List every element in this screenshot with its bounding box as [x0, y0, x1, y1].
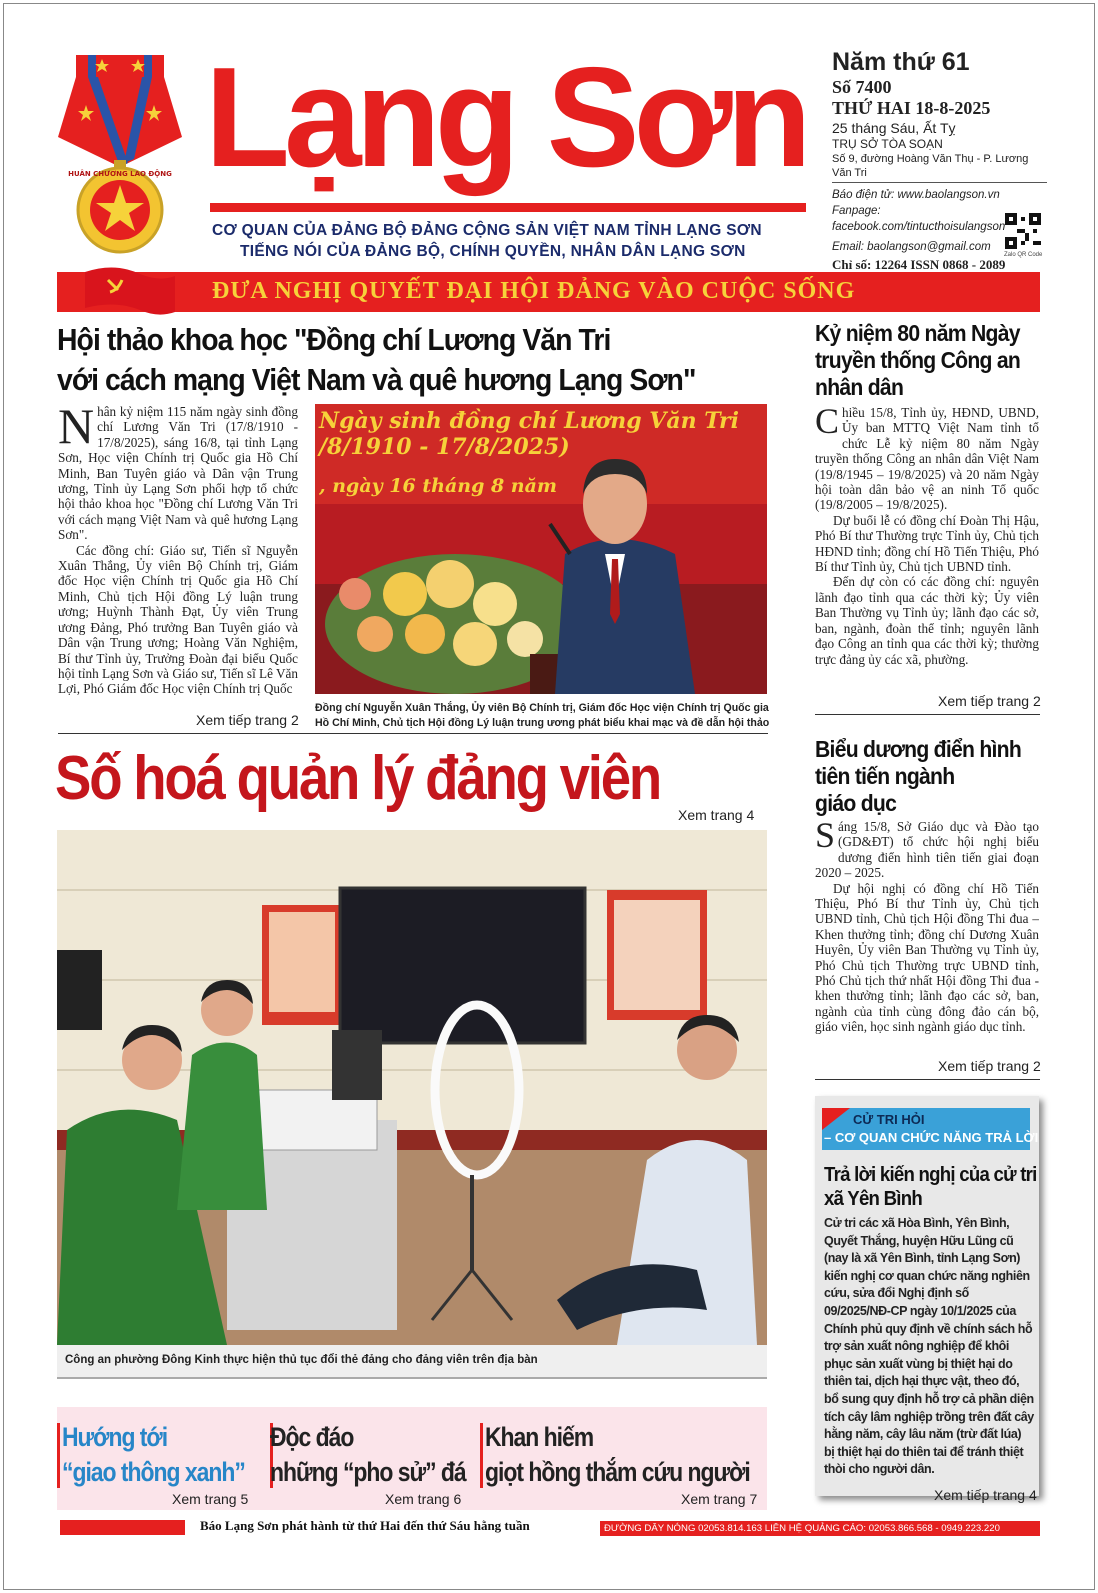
- divider: [815, 714, 1040, 715]
- teaser-accent-bar: [480, 1423, 483, 1488]
- photo-banner-line-1: Ngày sinh đồng chí Lương Văn Tri: [319, 408, 739, 434]
- fanpage: Fanpage: facebook.com/tintucthoisulangson: [832, 205, 1006, 233]
- office-address: Số 9, đường Hoàng Văn Thụ - P. Lương Văn Tri: [832, 152, 1047, 183]
- feature-photo-caption: Công an phường Đông Kinh thực hiện thủ tục đổi thẻ đảng cho đảng viên trên địa bàn: [57, 1345, 767, 1379]
- divider: [58, 733, 768, 734]
- teaser-3-line-1: Khan hiếm: [485, 1422, 594, 1452]
- divider: [815, 1079, 1040, 1080]
- issue-year: Năm thứ 61: [832, 48, 970, 76]
- lead-photo-caption: Đồng chí Nguyễn Xuân Thắng, Ủy viên Bộ Chính trị, Giám đốc Học viện Chính trị Quốc gia Hồ Chí Minh, Chủ tịch Hội đồng Lý luận trung ương phát biểu khai mạc và đề dẫn hội thảo: [315, 702, 770, 729]
- teaser-3-see-more[interactable]: Xem trang 7: [681, 1491, 758, 1507]
- agency-line-2: TIẾNG NÓI CỦA ĐẢNG BỘ, CHÍNH QUYỀN, NHÂN DÂN LẠNG SƠN: [240, 243, 746, 260]
- r1-title-line-1: Kỷ niệm 80 năm Ngày: [815, 320, 1020, 346]
- photo-banner-line-2: /8/1910 - 17/8/2025): [319, 434, 570, 460]
- r2-title-line-1: Biểu dương điển hình: [815, 736, 1022, 762]
- issue-number: Số 7400: [832, 77, 892, 97]
- newspaper-title: Lạng Sơn: [205, 38, 806, 197]
- lead-para-2: Các đồng chí: Giáo sư, Tiến sĩ Nguyễn Xuân Thắng, Ủy viên Bộ Chính trị, Giám đốc Học viện Chính trị Quốc gia Hồ Chí Minh, Chủ tịch Hội đồng Lý luận trung ương; Huỳnh Thành Đạt, Ủy viên Trung ương Đảng, Phó trưởng Ban Tuyên giáo và Dân vận Trung ương; Hoàng Văn Nghiệm, Bí thư Tỉnh ủy, Trưởng Đoàn đại biểu Quốc hội tỉnh Lạng Sơn và Giáo sư, Tiến sĩ Lê Văn Lợi, Phó Giám đốc Học viện Chính trị Quốc: [58, 542, 298, 697]
- lead-title-line-1: Hội thảo khoa học "Đồng chí Lương Văn Tri: [57, 323, 611, 357]
- r1-para-2: Dự buổi lễ có đồng chí Đoàn Thị Hậu, Phó Bí thư Thường trực Tỉnh ủy, Chủ tịch HĐND tỉnh; đồng chí Hồ Tiến Thiệu, Phó Bí thư Tỉnh ủy, Chủ tịch UBND tỉnh.: [815, 512, 1039, 575]
- issue-date: THỨ HAI 18-8-2025: [832, 98, 991, 118]
- voter-title-line-1: Trả lời kiến nghị của cử tri: [824, 1164, 1037, 1186]
- voter-tag-line-1: CỬ TRI HỎI: [853, 1112, 925, 1127]
- teaser-2-line-2: những “pho sử” đá: [270, 1457, 466, 1487]
- office-label: TRỤ SỞ TÒA SOẠN: [832, 137, 943, 151]
- lead-para-1: hân kỷ niệm 115 năm ngày sinh đồng chí Lương Văn Tri (17/8/1910 - 17/8/2025), sáng 16/8, tại tỉnh Lạng Sơn, Học viện Chính trị Quốc gia Hồ Chí Minh, Ban Tuyên giáo và Dân vận Trung ương, Tỉnh ủy Lạng Sơn phối hợp tổ chức hội thảo khoa học "Đồng chí Lương Văn Tri với cách mạng Việt Nam và quê hương Lạng Sơn".: [58, 404, 298, 543]
- party-card-photo: [57, 830, 767, 1345]
- tag-corner: [822, 1108, 850, 1130]
- r2-title-line-3: giáo dục: [815, 790, 897, 816]
- voter-title-line-2: xã Yên Bình: [824, 1188, 922, 1210]
- conference-speaker-photo: [315, 404, 767, 694]
- lead-article-title[interactable]: [57, 320, 745, 400]
- r2-title-line-2: tiên tiến ngành: [815, 763, 955, 789]
- feature-headline[interactable]: Số hoá quản lý đảng viên: [55, 744, 661, 813]
- r1-title-line-3: nhân dân: [815, 374, 904, 400]
- teaser-1-line-1: Hướng tới: [62, 1422, 168, 1452]
- email: Email: baolangson@gmail.com: [832, 241, 991, 253]
- footer-hotline: ĐƯỜNG DÂY NÓNG 02053.814.163 LIÊN HỆ QUẢNG CÁO: 02053.866.568 - 0949.223.220: [600, 1521, 1040, 1536]
- labor-medal-emblem: [58, 55, 182, 260]
- issn: Chỉ số: 12264 ISSN 0868 - 2089: [832, 257, 1006, 272]
- r1-title-line-2: truyền thống Công an: [815, 347, 1021, 373]
- photo-banner-line-3: , ngày 16 tháng 8 năm: [319, 475, 558, 497]
- lunar-date: 25 tháng Sáu, Ất Tỵ: [832, 120, 956, 136]
- lead-title-line-2: với cách mạng Việt Nam và quê hương Lạng Sơn": [57, 363, 696, 397]
- lead-article-body: [58, 404, 298, 704]
- voter-tag-line-2: – CƠ QUAN CHỨC NĂNG TRẢ LỜI: [824, 1130, 1039, 1145]
- education-award-title[interactable]: [815, 736, 1027, 817]
- teaser-green-transport[interactable]: [62, 1420, 245, 1490]
- agency-line-1: CƠ QUAN CỦA ĐẢNG BỘ ĐẢNG CỘNG SẢN VIỆT NAM TỈNH LẠNG SƠN: [212, 222, 762, 239]
- police-anniversary-body: [815, 405, 1039, 695]
- website: Báo điện tử: www.baolangson.vn: [832, 189, 1000, 201]
- drop-cap: N: [58, 404, 95, 454]
- police-anniversary-title[interactable]: [815, 320, 1027, 401]
- feature-see-more[interactable]: Xem trang 4: [678, 807, 755, 823]
- r2-see-more[interactable]: Xem tiếp trang 2: [938, 1058, 1041, 1074]
- teaser-accent-bar: [57, 1423, 60, 1488]
- party-flag-icon: [80, 262, 180, 317]
- voter-see-more[interactable]: Xem tiếp trang 4: [934, 1487, 1037, 1503]
- drop-cap: S: [815, 819, 836, 855]
- education-award-body: [815, 819, 1039, 1059]
- r1-para-3: Đến dự còn có các đồng chí: nguyên lãnh đạo tỉnh qua các thời kỳ; Ủy viên Ban Thường vụ Tỉnh ủy; lãnh đạo các sở, ban, ngành, đoàn thể tỉnh; nguyên lãnh đạo Công an tỉnh qua các thời kỳ; thường trực đảng ủy các xã, phường.: [815, 574, 1039, 667]
- teaser-1-see-more[interactable]: Xem trang 5: [172, 1491, 249, 1507]
- footer-red-bar: [60, 1520, 185, 1535]
- qr-code-icon: [1005, 213, 1041, 249]
- teaser-2-see-more[interactable]: Xem trang 6: [385, 1491, 462, 1507]
- qr-label: Zalo QR Code: [1004, 252, 1043, 258]
- r2-para-2: Dự hội nghị có đồng chí Hồ Tiến Thiệu, Phó Bí thư Tỉnh ủy, Chủ tịch UBND tỉnh, Chủ tịch Hội đồng Thi đua – Khen thưởng tỉnh; đồng chí Dương Xuân Huyên, Ủy viên Ban Thường vụ Tỉnh ủy, Phó Chủ tịch Thường trực UBND tỉnh, Phó Chủ tịch thứ nhất Hội đồng Thi đua - khen thưởng tỉnh; lãnh đạo các sở, ban, ngành của tỉnh cùng đông đảo cán bộ, giáo viên, học sinh ngành giáo dục tỉnh.: [815, 880, 1039, 1035]
- teaser-2-line-1: Độc đáo: [270, 1422, 354, 1452]
- slogan-text: ĐƯA NGHỊ QUYẾT ĐẠI HỘI ĐẢNG VÀO CUỘC SỐNG: [212, 278, 856, 304]
- teaser-1-line-2: “giao thông xanh”: [62, 1457, 245, 1487]
- title-underline: [210, 203, 806, 212]
- teaser-3-line-2: giọt hồng thắm cứu người: [485, 1457, 750, 1487]
- footer-schedule: Báo Lạng Sơn phát hành từ thứ Hai đến thứ Sáu hằng tuần: [200, 1518, 530, 1533]
- voter-article-body: Cử tri các xã Hòa Bình, Yên Bình, Quyết Thắng, huyện Hữu Lũng cũ (nay là xã Yên Bình, tỉnh Lạng Sơn) kiến nghị cơ quan chức năng nghiên cứu, sửa đổi Nghị định số 09/2025/NĐ-CP ngày 10/1/2025 của Chính phủ quy định về chính sách hỗ trợ sản xuất nông nghiệp để khôi phục sản xuất vùng bị thiệt hại do thiên tai, dịch hại thực vật, theo đó, bổ sung quy định hỗ trợ cả phần diện tích cây lâm nghiệp trồng trên đất cây hằng năm, cây lâu năm (trừ đất lúa) bị thiệt hại do thiên tai để tránh thiệt thòi cho người dân.: [824, 1216, 1034, 1477]
- r2-para-1: áng 15/8, Sở Giáo dục và Đào tạo (GD&ĐT) tổ chức hội nghị biểu dương điển hình tiên tiến giai đoạn 2020 – 2025.: [815, 819, 1039, 881]
- r1-para-1: hiều 15/8, Tỉnh ủy, HĐND, UBND, Ủy ban MTTQ Việt Nam tỉnh tổ chức Lễ kỷ niệm 80 năm Ngày truyền thống Công an nhân dân Việt Nam (19/8/1945 – 19/8/2025) và 20 năm Ngày hội toàn dân bảo vệ an ninh Tổ quốc (19/8/2005 – 19/8/2025).: [815, 405, 1039, 513]
- teaser-blood-donation[interactable]: [485, 1420, 750, 1490]
- voter-article-title[interactable]: [824, 1163, 1037, 1211]
- drop-cap: C: [815, 405, 840, 441]
- medal-text: HUÂN CHƯƠNG LAO ĐỘNG: [68, 170, 172, 178]
- r1-see-more[interactable]: Xem tiếp trang 2: [938, 693, 1041, 709]
- teaser-stone-history[interactable]: [270, 1420, 466, 1490]
- lead-see-more[interactable]: Xem tiếp trang 2: [196, 712, 299, 728]
